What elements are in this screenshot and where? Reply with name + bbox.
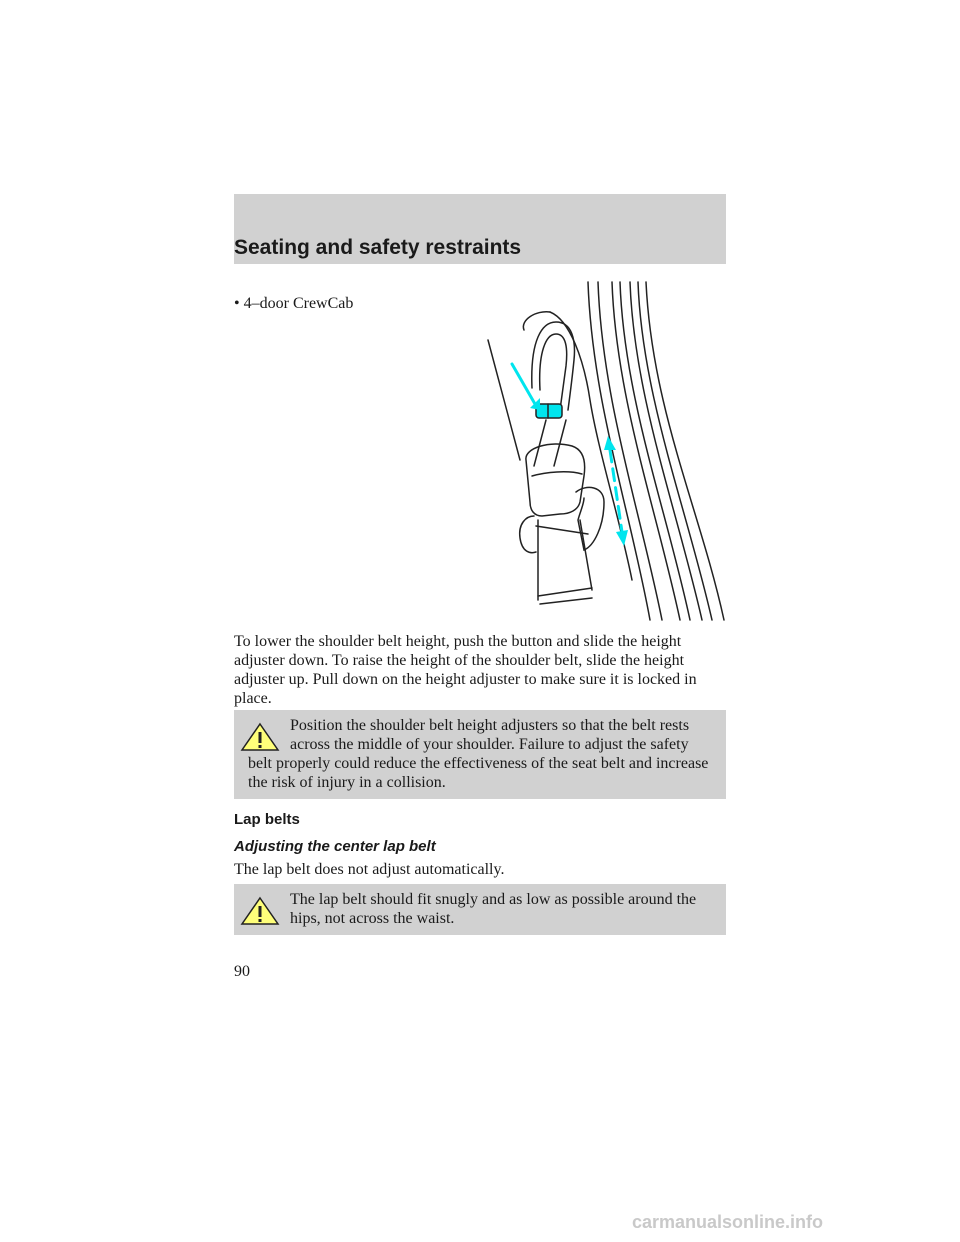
section-text: The lap belt does not adjust automatically.: [234, 861, 505, 878]
page-number: 90: [234, 963, 250, 980]
warning-text: Position the shoulder belt height adjusters so that the belt rests across the middle of your shoulder. Failure to adjust the safety belt properly could reduce the effectiveness of the seat belt and increase the risk of injury in a collision.: [248, 717, 709, 791]
subsection-heading: Adjusting the center lap belt: [234, 838, 436, 855]
warning-text: The lap belt should fit snugly and as low as possible around the hips, not across the waist.: [290, 891, 697, 927]
warning-box: [234, 710, 726, 799]
warning-triangle-icon: [240, 896, 280, 926]
warning-triangle-icon: [240, 722, 280, 752]
bullet-symbol: •: [234, 295, 240, 312]
section-heading: Lap belts: [234, 811, 300, 828]
shoulder-belt-illustration: [480, 280, 730, 625]
page-title: Seating and safety restraints: [234, 236, 522, 259]
warning-box: [234, 884, 726, 935]
instruction-paragraph: To lower the shoulder belt height, push the button and slide the height adjuster down. To raise the height of the shoulder belt, slide the height adjuster up. Pull down on the height adjuster to make sure it is locked in place.: [234, 633, 697, 707]
bullet-text: 4–door CrewCab: [243, 295, 354, 312]
list-item: [234, 295, 353, 313]
watermark: carmanualsonline.info: [632, 1212, 824, 1232]
